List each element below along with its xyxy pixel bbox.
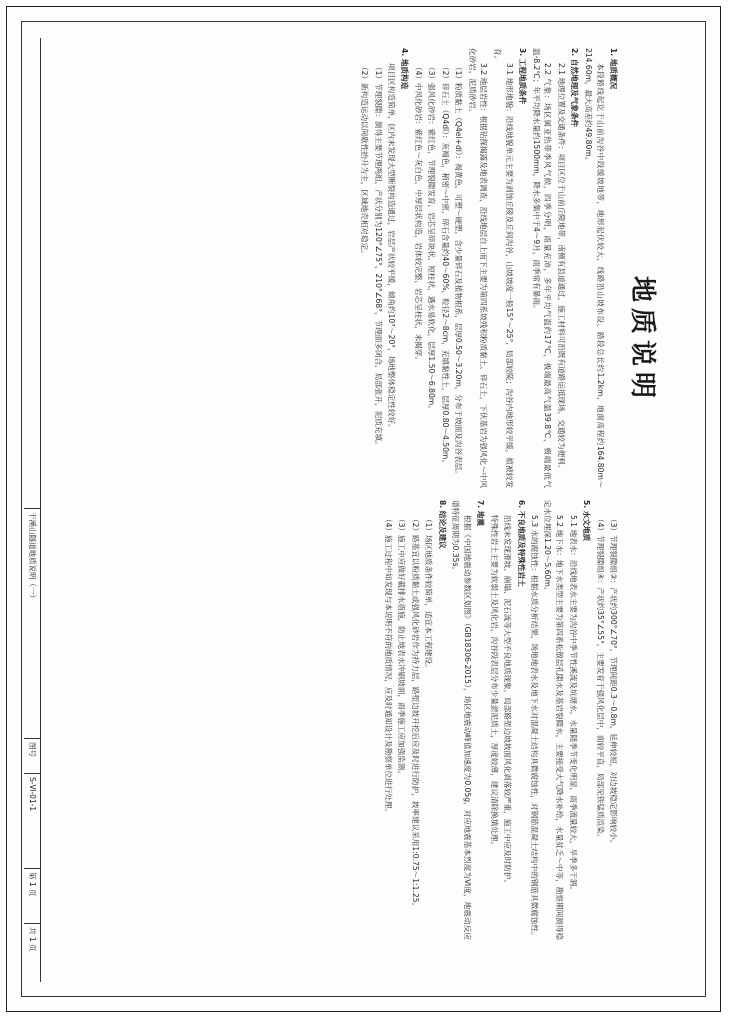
- section-heading: 8. 结论及建议: [437, 500, 447, 549]
- section-heading: 3. 工程地质条件: [518, 48, 528, 105]
- paragraph: （1）粉质黏土（Q4el+dl）：褐黄色，可塑～硬塑，含少量碎石及植物根系，层厚0.50～3.20m，分布于坡面及沟谷表层。: [454, 63, 464, 478]
- paragraph: 3.1 地形地貌：沿线地貌单元主要为剥蚀丘陵及丘间沟谷，山坡坡度一般15°～25°，局部较陡；沟谷内地形较平缓，植被较发育。: [492, 48, 514, 488]
- paragraph: 沿线未发现滑坡、崩塌、泥石流等大型不良地质现象，局部路堑边坡坡面风化剥落较严重，施工中应及时防护。: [503, 515, 513, 888]
- title-block-total: 共 1 页: [24, 923, 40, 982]
- paragraph: （3）强风化砂岩：紫红色，节理裂隙发育，岩芯呈碎块状、短柱状，遇水易软化，层厚1.50～6.80m。: [427, 63, 437, 413]
- section-heading: 2. 自然地理及气象条件: [570, 48, 580, 128]
- drawing-sheet: [6, 6, 721, 1012]
- drawing-frame: [21, 21, 706, 997]
- paragraph: 3.2 地层岩性：根据钻探揭露及地表调查，沿线地层自上而下主要为第四系坡残积粉质黏土、碎石土，下伏基岩为强风化～中风化砂岩、泥质砂岩。: [467, 48, 489, 488]
- title-block-sheet: 第 1 页: [24, 868, 40, 922]
- paragraph: 5.1 地表水：沿线地表水主要为沟谷中季节性溪流及坑塘水，水量随季节变化明显，雨季流量较大，旱季多干涸。: [568, 515, 578, 894]
- section-heading: 4. 地质构造: [400, 48, 410, 90]
- title-block: [24, 38, 41, 982]
- page-title: 地质说明: [627, 275, 657, 404]
- paragraph: 2.2 气象：场区属亚热带季风气候，四季分明，雨量充沛，多年平均气温约17℃，极端最高气温39.8℃，极端最低气温-8.2℃；年平均降水量约1500mm，降水多集中于4～9月，雨季常有暴雨。: [531, 48, 553, 488]
- title-block-name: 干溪山隧道地质说明（一）: [24, 508, 40, 732]
- paragraph: 根据《中国地震动参数区划图》（GB18306-2015），场区地震动峰值加速度为0.05g，对应地震基本烈度为Ⅵ度，地震动反应谱特征周期为0.35s。: [451, 500, 473, 940]
- paragraph: （3）施工中应做好截排水措施，防止地表水冲刷坡面，雨季施工应加强监测。: [397, 515, 407, 779]
- paragraph: （2）路基宜以粉质黏土或强风化砂岩作为持力层，路堑边坡开挖后应及时进行防护，坡率建议采用1:0.75～1:1.25。: [410, 515, 420, 911]
- paragraph: 特殊性岩土主要为软弱土及风化岩，沟谷段表层分布少量淤泥质土，厚度较薄，建议清除换填处理。: [489, 515, 499, 850]
- section-heading: 7. 地震: [476, 500, 486, 526]
- paragraph: （1）场区地质条件较简单，适宜本工程建设。: [424, 515, 434, 672]
- title-block-drawing-no-label: 图号: [24, 738, 40, 772]
- paragraph: （4）节理裂隙组④：产状约35°∠55°，主要发育于强风化层中，面较平直，局部见铁锰质渲染。: [595, 515, 605, 842]
- paragraph: 项目区构造简单，区内未发现大型断裂构造通过，岩层产状较平缓，倾角约10°～20°，场地整体稳定性较好。: [387, 63, 397, 432]
- paragraph: 本段路线起讫于山前沟谷中段缓坡地带，地形起伏较大，线路沿山坡布设，路段总长约1.2km，地面高程约164.80m～214.60m，最大高差约49.80m。: [583, 48, 605, 488]
- paragraph: （1）节理裂隙：测得主要节理两组，产状分别为120°∠75°、210°∠68°，节理面多闭合，局部张开，泥质充填。: [373, 63, 383, 449]
- section-heading: 6. 不良地质及特殊性岩土: [516, 500, 526, 587]
- paragraph: （3）节理裂隙组③：产状约300°∠70°，节理间距0.3～0.8m，延伸较短，对边坡稳定影响较小。: [609, 515, 618, 848]
- paragraph: 5.3 水的腐蚀性：根据水质分析结果，场地地表水及地下水对混凝土结构具微腐蚀性，对钢筋混凝土结构中的钢筋具微腐蚀性。: [530, 515, 540, 940]
- section-heading: 5. 水文地质: [582, 500, 592, 542]
- paragraph: 2.1 地理位置及交通条件：项目区位于山前丘陵地带，南侧有县道通过，施工材料可沿既有道路运抵现场，交通较为便利。: [556, 63, 566, 473]
- paragraph: （4）施工过程中如发现与本说明不符的地质情况，应及时通知设计及勘察单位进行处理。: [384, 515, 394, 816]
- section-heading: 1. 地质概况: [609, 48, 618, 90]
- text-column-right: [381, 500, 619, 940]
- paragraph: 5.2 地下水：地下水类型主要为第四系松散层孔隙水及基岩裂隙水，主要接受大气降水补给，水量贫乏～中等，勘察期间测得稳定水位埋深1.20～5.60m。: [543, 500, 565, 940]
- paragraph: （2）碎石土（Q4dl）：灰褐色，稍密～中密，碎石含量约40～60%，粒径2～8cm，充填黏性土，层厚0.80～4.50m。: [440, 63, 450, 467]
- title-block-drawing-no: S-Ⅵ-01-1: [24, 773, 40, 867]
- paragraph: （4）中风化砂岩：紫红色～灰白色，中厚层状构造，岩体较完整，岩芯呈柱状，未揭穿。: [413, 63, 423, 364]
- paragraph: （2）新构造运动以间歇性抬升为主，区域地壳相对稳定。: [360, 63, 370, 258]
- text-column-left: [357, 48, 619, 488]
- rotated-page-content: [22, 30, 677, 990]
